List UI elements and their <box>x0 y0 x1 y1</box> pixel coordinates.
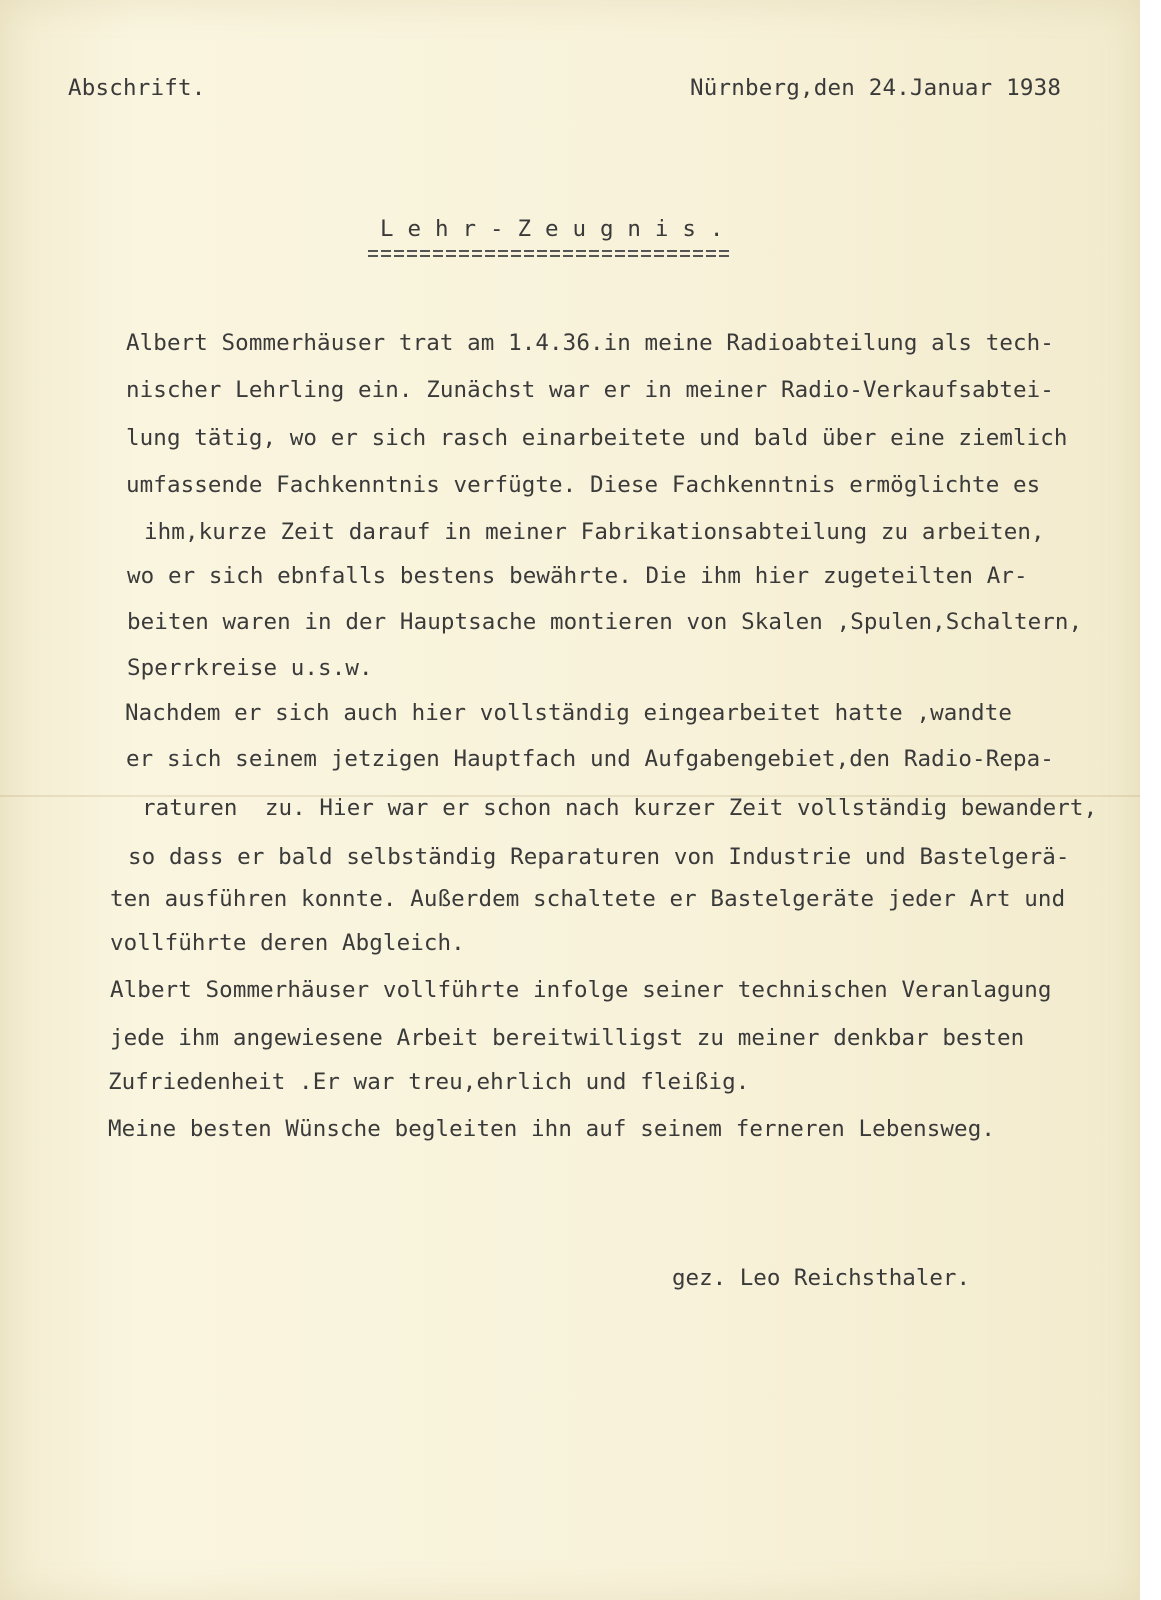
body-line: Albert Sommerhäuser vollführte infolge seiner technischen Veranlagung <box>110 977 1052 1003</box>
body-line: er sich seinem jetzigen Hauptfach und Aufgabengebiet,den Radio-Repa- <box>126 746 1054 772</box>
body-line: jede ihm angewiesene Arbeit bereitwilligst zu meiner denkbar besten <box>110 1025 1025 1051</box>
body-line: raturen zu. Hier war er schon nach kurzer Zeit vollständig bewandert, <box>142 795 1098 821</box>
body-line: vollführte deren Abgleich. <box>110 930 465 956</box>
body-line: Meine besten Wünsche begleiten ihn auf seinem ferneren Lebensweg. <box>108 1116 995 1142</box>
copy-label: Abschrift. <box>68 75 206 101</box>
signature-line: gez. Leo Reichsthaler. <box>672 1265 971 1291</box>
body-line: ten ausführen konnte. Außerdem schaltete er Bastelgeräte jeder Art und <box>110 886 1066 912</box>
body-line: so dass er bald selbständig Reparaturen von Industrie und Bastelgerä- <box>128 844 1070 870</box>
body-line: Albert Sommerhäuser trat am 1.4.36.in meine Radioabteilung als tech- <box>126 330 1054 356</box>
body-line: umfassende Fachkenntnis verfügte. Diese Fachkenntnis ermöglichte es <box>126 472 1041 498</box>
place-and-date: Nürnberg,den 24.Januar 1938 <box>690 75 1062 101</box>
title-double-underline <box>368 250 732 258</box>
body-line: ihm,kurze Zeit darauf in meiner Fabrikationsabteilung zu arbeiten, <box>144 519 1045 545</box>
body-line: wo er sich ebnfalls bestens bewährte. Die ihm hier zugeteilten Ar- <box>127 563 1028 589</box>
body-line: Nachdem er sich auch hier vollständig eingearbeitet hatte ,wandte <box>125 700 1012 726</box>
document-title: L e h r - Z e u g n i s . <box>380 216 724 242</box>
body-line: Zufriedenheit .Er war treu,ehrlich und fleißig. <box>108 1069 750 1095</box>
body-line: nischer Lehrling ein. Zunächst war er in meiner Radio-Verkaufsabtei- <box>126 377 1054 403</box>
body-line: Sperrkreise u.s.w. <box>127 655 373 681</box>
body-line: lung tätig, wo er sich rasch einarbeitete und bald über eine ziemlich <box>126 425 1068 451</box>
body-line: beiten waren in der Hauptsache montieren von Skalen ,Spulen,Schaltern, <box>127 609 1083 635</box>
